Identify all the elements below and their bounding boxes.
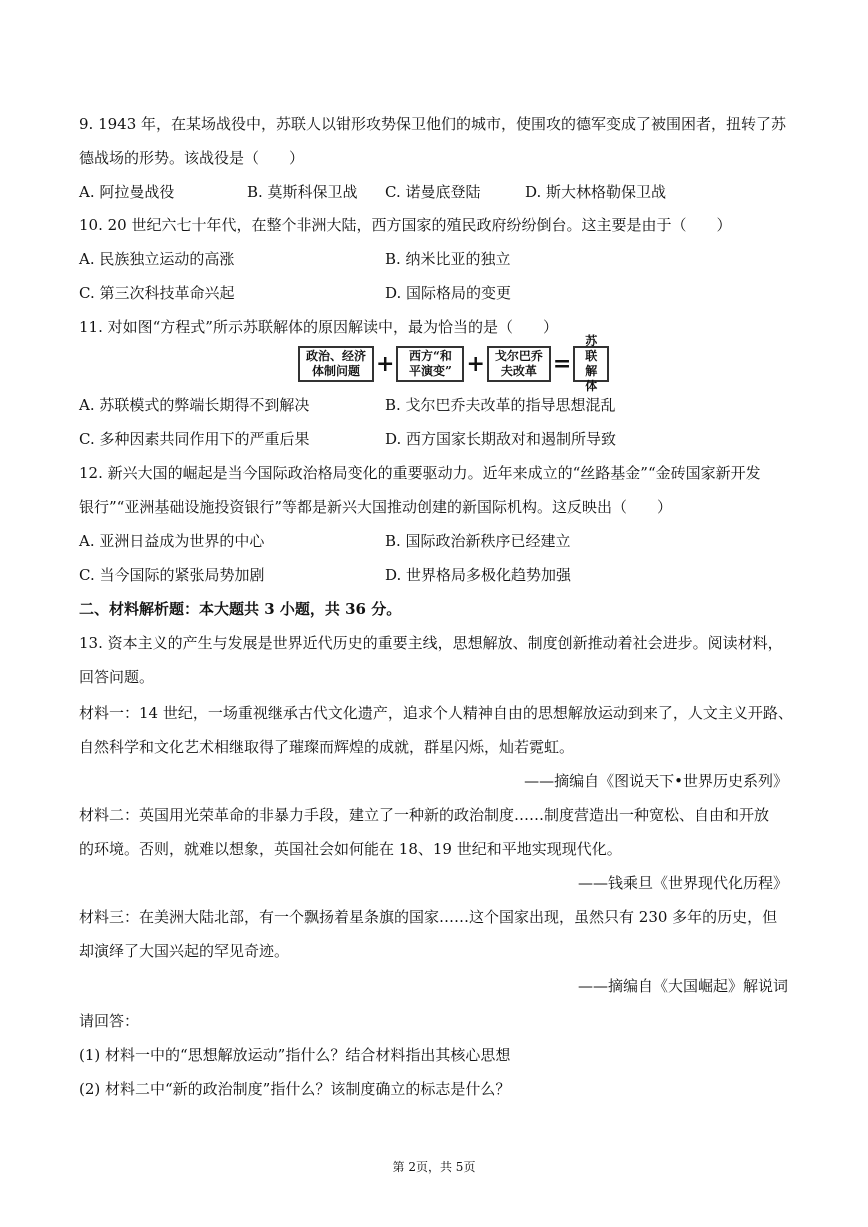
q11-stem-line1: 11. 对如图“方程式”所示苏联解体的原因解读中，最为恰当的是（ ） xyxy=(79,318,558,336)
q11-equation-figure xyxy=(298,334,609,393)
q12-option-c: C. 当今国际的紧张局势加剧 xyxy=(79,566,265,584)
q10-option-d: D. 国际格局的变更 xyxy=(385,284,512,302)
equals-sign: = xyxy=(552,351,572,377)
q13-stem-line2: 回答问题。 xyxy=(79,668,155,686)
q12-option-d: D. 世界格局多极化趋势加强 xyxy=(385,566,572,584)
q10-stem-line1: 10. 20 世纪六七十年代，在整个非洲大陆，西方国家的殖民政府纷纷倒台。这主要是由于（ ） xyxy=(79,216,732,234)
q12-option-b: B. 国际政治新秩序已经建立 xyxy=(385,532,571,550)
equation-box-gorbachev-reform xyxy=(487,346,551,382)
q11-option-c: C. 多种因素共同作用下的严重后果 xyxy=(79,430,310,448)
q12-stem-line1: 12. 新兴大国的崛起是当今国际政治格局变化的重要驱动力。近年来成立的“丝路基金”“金砖国家新开发 xyxy=(79,464,761,482)
material2-source: ——钱乘旦《世界现代化历程》 xyxy=(577,874,788,892)
equation-box-peaceful-evolution xyxy=(396,346,464,382)
q13-stem-line1: 13. 资本主义的产生与发展是世界近代历史的重要主线，思想解放、制度创新推动着社会进步。阅读材料， xyxy=(79,634,783,652)
material3-line2: 却演绎了大国兴起的罕见奇迹。 xyxy=(79,942,290,960)
material1-line1: 材料一：14 世纪，一场重视继承古代文化遗产，追求个人精神自由的思想解放运动到来了，人文主义开路、 xyxy=(79,704,793,722)
material2-line1: 材料二：英国用光荣革命的非暴力手段，建立了一种新的政治制度……制度营造出一种宽松、自由和开放 xyxy=(79,806,770,824)
answer-prompt: 请回答： xyxy=(79,1012,140,1030)
q11-option-d: D. 西方国家长期敌对和遏制所导致 xyxy=(385,430,617,448)
material1-line2: 自然科学和文化艺术相继取得了璀璨而辉煌的成就，群星闪烁，灿若霓虹。 xyxy=(79,738,575,756)
sub-question-2: (2) 材料二中“新的政治制度”指什么？该制度确立的标志是什么？ xyxy=(79,1080,511,1098)
q11-option-a: A. 苏联模式的弊端长期得不到解决 xyxy=(79,396,310,414)
q10-option-a: A. 民族独立运动的高涨 xyxy=(79,250,235,268)
material3-source: ——摘编自《大国崛起》解说词 xyxy=(577,977,788,995)
section-heading: 二、材料解析题：本大题共 3 小题，共 36 分。 xyxy=(79,600,402,618)
q12-stem-line2: 银行”“亚洲基础设施投资银行”等都是新兴大国推动创建的新国际机构。这反映出（ ） xyxy=(79,498,673,516)
box4-line2: 解体 xyxy=(585,364,598,393)
plus-sign-1: + xyxy=(376,351,395,377)
box4-line1: 苏联 xyxy=(585,334,598,363)
material3-line1: 材料三：在美洲大陆北部，有一个飘扬着星条旗的国家……这个国家出现，虽然只有 230 多年的历史，但 xyxy=(79,908,778,926)
q9-option-c: C. 诺曼底登陆 xyxy=(385,183,481,201)
box1-line1: 政治、经济 xyxy=(305,349,366,363)
q9-stem-line2: 德战场的形势。该战役是（ ） xyxy=(79,149,305,167)
q11-option-b: B. 戈尔巴乔夫改革的指导思想混乱 xyxy=(385,396,616,414)
material2-line2: 的环境。否则，就难以想象，英国社会如何能在 18、19 世纪和平地实现现代化。 xyxy=(79,840,622,858)
equation-box-ussr-dissolution xyxy=(573,334,609,393)
plus-sign-2: + xyxy=(466,351,485,377)
material1-source: ——摘编自《图说天下•世界历史系列》 xyxy=(524,772,788,790)
box3-line1: 戈尔巴乔 xyxy=(494,349,543,363)
q9-option-a: A. 阿拉曼战役 xyxy=(79,183,175,201)
q10-option-c: C. 第三次科技革命兴起 xyxy=(79,284,235,302)
q12-option-a: A. 亚洲日益成为世界的中心 xyxy=(79,532,265,550)
box3-line2: 夫改革 xyxy=(500,364,537,378)
q9-stem-line1: 9. 1943 年，在某场战役中，苏联人以钳形攻势保卫他们的城市，使围攻的德军变成了被围困者，扭转了苏 xyxy=(79,115,787,133)
box2-line2: 平演变” xyxy=(408,364,452,378)
equation-box-system-problems xyxy=(298,346,374,382)
q9-option-d: D. 斯大林格勒保卫战 xyxy=(525,183,667,201)
box2-line1: 西方“和 xyxy=(408,349,452,363)
sub-question-1: (1) 材料一中的“思想解放运动”指什么？结合材料指出其核心思想 xyxy=(79,1046,511,1064)
page-footer: 第 2页，共 5页 xyxy=(392,1160,476,1174)
q9-option-b: B. 莫斯科保卫战 xyxy=(247,183,358,201)
box1-line2: 体制问题 xyxy=(311,364,360,378)
q10-option-b: B. 纳米比亚的独立 xyxy=(385,250,511,268)
